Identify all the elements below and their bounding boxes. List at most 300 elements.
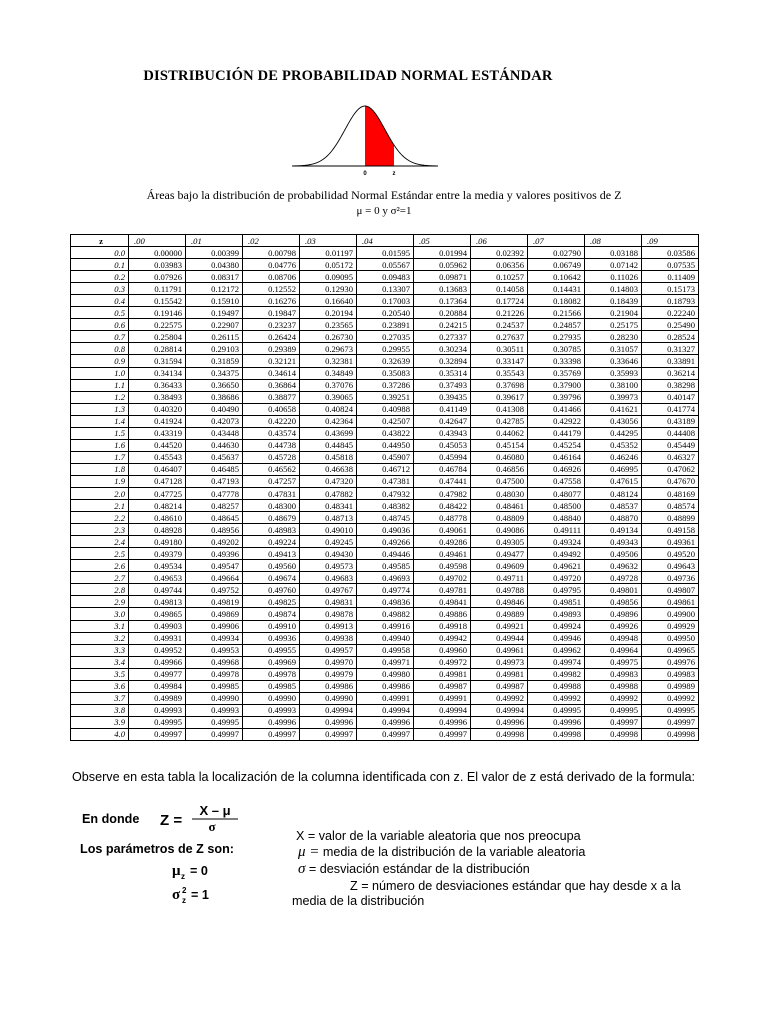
probability-cell: 0.34614 (243, 367, 300, 379)
probability-cell: 0.46638 (300, 463, 357, 475)
table-row (71, 596, 699, 608)
column-header: .02 (243, 235, 300, 247)
probability-cell: 0.35543 (471, 367, 528, 379)
probability-cell: 0.49942 (414, 632, 471, 644)
probability-cell: 0.49158 (642, 524, 699, 536)
probability-cell: 0.26730 (300, 331, 357, 343)
probability-cell: 0.09095 (300, 271, 357, 283)
probability-cell: 0.28814 (129, 343, 186, 355)
probability-cell: 0.48574 (642, 500, 699, 512)
distribution-params: μ = 0 y σ²=1 (356, 205, 412, 217)
table-row (71, 608, 699, 620)
probability-cell: 0.19847 (243, 307, 300, 319)
z-value-cell: 1.6 (71, 439, 129, 451)
probability-cell: 0.44845 (300, 439, 357, 451)
z-value-cell: 3.3 (71, 644, 129, 656)
probability-cell: 0.05172 (300, 259, 357, 271)
probability-cell: 0.04380 (186, 259, 243, 271)
probability-cell: 0.49788 (471, 584, 528, 596)
definition-x: X = valor de la variable aleatoria que nos preocupa (296, 829, 581, 843)
probability-cell: 0.49774 (357, 584, 414, 596)
probability-cell: 0.47320 (300, 475, 357, 487)
probability-cell: 0.49996 (414, 716, 471, 728)
probability-cell: 0.49969 (243, 656, 300, 668)
probability-cell: 0.43448 (186, 427, 243, 439)
probability-cell: 0.49985 (243, 680, 300, 692)
formula-denominator: σ (208, 819, 216, 834)
probability-cell: 0.49926 (585, 620, 642, 632)
probability-cell: 0.49976 (642, 656, 699, 668)
probability-cell: 0.48077 (528, 487, 585, 499)
probability-cell: 0.35314 (414, 367, 471, 379)
probability-cell: 0.49836 (357, 596, 414, 608)
probability-cell: 0.49882 (357, 608, 414, 620)
probability-cell: 0.31594 (129, 355, 186, 367)
probability-cell: 0.48713 (300, 512, 357, 524)
probability-cell: 0.33891 (642, 355, 699, 367)
z-value-cell: 0.5 (71, 307, 129, 319)
probability-cell: 0.46407 (129, 463, 186, 475)
probability-cell: 0.12172 (186, 283, 243, 295)
probability-cell: 0.15910 (186, 295, 243, 307)
probability-cell: 0.39973 (585, 391, 642, 403)
probability-cell: 0.49396 (186, 548, 243, 560)
probability-cell: 0.49674 (243, 572, 300, 584)
probability-cell: 0.00399 (186, 247, 243, 259)
probability-cell: 0.48899 (642, 512, 699, 524)
probability-cell: 0.49936 (243, 632, 300, 644)
z-value-cell: 0.4 (71, 295, 129, 307)
probability-cell: 0.18439 (585, 295, 642, 307)
z-value-cell: 1.0 (71, 367, 129, 379)
probability-cell: 0.39251 (357, 391, 414, 403)
table-row (71, 716, 699, 728)
probability-cell: 0.49992 (471, 692, 528, 704)
probability-cell: 0.48645 (186, 512, 243, 524)
probability-cell: 0.49996 (528, 716, 585, 728)
probability-cell: 0.04776 (243, 259, 300, 271)
table-row (71, 247, 699, 259)
probability-cell: 0.49991 (414, 692, 471, 704)
z-value-cell: 1.8 (71, 463, 129, 475)
probability-cell: 0.49982 (528, 668, 585, 680)
probability-cell: 0.49974 (528, 656, 585, 668)
probability-cell: 0.49993 (243, 704, 300, 716)
probability-cell: 0.07142 (585, 259, 642, 271)
probability-cell: 0.49202 (186, 536, 243, 548)
probability-cell: 0.45352 (585, 439, 642, 451)
probability-cell: 0.46080 (471, 451, 528, 463)
table-row (71, 500, 699, 512)
probability-cell: 0.09483 (357, 271, 414, 283)
probability-cell: 0.49964 (585, 644, 642, 656)
probability-cell: 0.49961 (471, 644, 528, 656)
probability-cell: 0.45637 (186, 451, 243, 463)
probability-cell: 0.49994 (414, 704, 471, 716)
probability-cell: 0.32639 (357, 355, 414, 367)
probability-cell: 0.45818 (300, 451, 357, 463)
probability-cell: 0.39435 (414, 391, 471, 403)
probability-cell: 0.30785 (528, 343, 585, 355)
probability-cell: 0.32894 (414, 355, 471, 367)
probability-cell: 0.48537 (585, 500, 642, 512)
table-row (71, 391, 699, 403)
column-header: .01 (186, 235, 243, 247)
probability-cell: 0.48809 (471, 512, 528, 524)
table-row (71, 295, 699, 307)
probability-cell: 0.41621 (585, 403, 642, 415)
probability-cell: 0.49981 (471, 668, 528, 680)
probability-cell: 0.49983 (585, 668, 642, 680)
probability-cell: 0.14058 (471, 283, 528, 295)
probability-cell: 0.47128 (129, 475, 186, 487)
probability-cell: 0.49720 (528, 572, 585, 584)
probability-cell: 0.32381 (300, 355, 357, 367)
probability-cell: 0.49560 (243, 560, 300, 572)
probability-cell: 0.49997 (300, 728, 357, 740)
probability-cell: 0.32121 (243, 355, 300, 367)
probability-cell: 0.43056 (585, 415, 642, 427)
probability-cell: 0.38686 (186, 391, 243, 403)
probability-cell: 0.49781 (414, 584, 471, 596)
probability-cell: 0.49889 (471, 608, 528, 620)
probability-cell: 0.01595 (357, 247, 414, 259)
probability-cell: 0.21226 (471, 307, 528, 319)
probability-cell: 0.46856 (471, 463, 528, 475)
probability-cell: 0.42220 (243, 415, 300, 427)
probability-cell: 0.45154 (471, 439, 528, 451)
probability-cell: 0.22907 (186, 319, 243, 331)
table-row (71, 512, 699, 524)
probability-cell: 0.49980 (357, 668, 414, 680)
probability-cell: 0.48500 (528, 500, 585, 512)
mu-symbol: μ (172, 863, 181, 879)
probability-cell: 0.49861 (642, 596, 699, 608)
probability-cell: 0.41149 (414, 403, 471, 415)
probability-cell: 0.25804 (129, 331, 186, 343)
probability-cell: 0.48983 (243, 524, 300, 536)
probability-cell: 0.45907 (357, 451, 414, 463)
probability-cell: 0.49997 (642, 716, 699, 728)
probability-cell: 0.40320 (129, 403, 186, 415)
probability-cell: 0.49224 (243, 536, 300, 548)
probability-cell: 0.49946 (528, 632, 585, 644)
probability-cell: 0.49985 (186, 680, 243, 692)
probability-cell: 0.44738 (243, 439, 300, 451)
probability-cell: 0.49305 (471, 536, 528, 548)
probability-cell: 0.37076 (300, 379, 357, 391)
probability-cell: 0.48840 (528, 512, 585, 524)
table-row (71, 319, 699, 331)
probability-cell: 0.48679 (243, 512, 300, 524)
probability-cell: 0.44408 (642, 427, 699, 439)
table-row (71, 692, 699, 704)
table-row (71, 367, 699, 379)
probability-cell: 0.49921 (471, 620, 528, 632)
probability-cell: 0.43189 (642, 415, 699, 427)
table-row (71, 463, 699, 475)
probability-cell: 0.35769 (528, 367, 585, 379)
probability-cell: 0.49906 (186, 620, 243, 632)
page-title (0, 68, 768, 85)
table-row (71, 451, 699, 463)
probability-cell: 0.06356 (471, 259, 528, 271)
z-value-cell: 1.7 (71, 451, 129, 463)
z-value-cell: 2.0 (71, 487, 129, 499)
probability-cell: 0.43699 (300, 427, 357, 439)
z-value-cell: 3.6 (71, 680, 129, 692)
z-value-cell: 3.0 (71, 608, 129, 620)
probability-cell: 0.05567 (357, 259, 414, 271)
probability-cell: 0.42922 (528, 415, 585, 427)
table-row (71, 584, 699, 596)
probability-cell: 0.49896 (585, 608, 642, 620)
probability-cell: 0.48169 (642, 487, 699, 499)
probability-cell: 0.31057 (585, 343, 642, 355)
probability-cell: 0.49324 (528, 536, 585, 548)
probability-cell: 0.46784 (414, 463, 471, 475)
normal-curve-figure (290, 96, 440, 178)
probability-cell: 0.29955 (357, 343, 414, 355)
probability-cell: 0.44950 (357, 439, 414, 451)
probability-cell: 0.49585 (357, 560, 414, 572)
table-row (71, 403, 699, 415)
table-subtitle: Áreas bajo la distribución de probabilidad Normal Estándar entre la media y valores positivos de Z (146, 188, 622, 202)
probability-cell: 0.27035 (357, 331, 414, 343)
probability-cell: 0.49931 (129, 632, 186, 644)
probability-cell: 0.11791 (129, 283, 186, 295)
sigma-z-equation (170, 884, 260, 906)
probability-cell: 0.44295 (585, 427, 642, 439)
column-header: .07 (528, 235, 585, 247)
probability-cell: 0.41774 (642, 403, 699, 415)
probability-cell: 0.49957 (300, 644, 357, 656)
probability-cell: 0.01197 (300, 247, 357, 259)
probability-cell: 0.17364 (414, 295, 471, 307)
probability-cell: 0.34375 (186, 367, 243, 379)
probability-cell: 0.42507 (357, 415, 414, 427)
probability-cell: 0.49990 (243, 692, 300, 704)
probability-cell: 0.03188 (585, 247, 642, 259)
probability-cell: 0.47381 (357, 475, 414, 487)
probability-cell: 0.47670 (642, 475, 699, 487)
z-value-cell: 0.6 (71, 319, 129, 331)
z-value-cell: 2.4 (71, 536, 129, 548)
probability-cell: 0.38298 (642, 379, 699, 391)
probability-cell: 0.21904 (585, 307, 642, 319)
probability-cell: 0.12552 (243, 283, 300, 295)
probability-cell: 0.43822 (357, 427, 414, 439)
probability-cell: 0.20540 (357, 307, 414, 319)
probability-cell: 0.00798 (243, 247, 300, 259)
probability-cell: 0.49664 (186, 572, 243, 584)
probability-cell: 0.48341 (300, 500, 357, 512)
probability-cell: 0.49744 (129, 584, 186, 596)
probability-cell: 0.43574 (243, 427, 300, 439)
probability-cell: 0.49492 (528, 548, 585, 560)
probability-cell: 0.28524 (642, 331, 699, 343)
probability-cell: 0.47725 (129, 487, 186, 499)
probability-cell: 0.49245 (300, 536, 357, 548)
probability-cell: 0.16276 (243, 295, 300, 307)
probability-cell: 0.49996 (471, 716, 528, 728)
probability-cell: 0.49989 (642, 680, 699, 692)
table-row (71, 259, 699, 271)
probability-cell: 0.48300 (243, 500, 300, 512)
probability-cell: 0.49997 (585, 716, 642, 728)
probability-cell: 0.49343 (585, 536, 642, 548)
mu-subscript: z (181, 872, 185, 881)
probability-cell: 0.33147 (471, 355, 528, 367)
probability-cell: 0.19146 (129, 307, 186, 319)
probability-cell: 0.37900 (528, 379, 585, 391)
probability-cell: 0.49989 (129, 692, 186, 704)
probability-cell: 0.18793 (642, 295, 699, 307)
probability-cell: 0.45053 (414, 439, 471, 451)
probability-cell: 0.49520 (642, 548, 699, 560)
probability-cell: 0.08317 (186, 271, 243, 283)
probability-cell: 0.49819 (186, 596, 243, 608)
z-value-cell: 0.0 (71, 247, 129, 259)
probability-cell: 0.49978 (243, 668, 300, 680)
definition-z: Z = número de desviaciones estándar que hay desde x a la media de la distribución (292, 879, 681, 908)
probability-cell: 0.49987 (471, 680, 528, 692)
probability-cell: 0.46926 (528, 463, 585, 475)
probability-cell: 0.45994 (414, 451, 471, 463)
probability-cell: 0.49903 (129, 620, 186, 632)
probability-cell: 0.47882 (300, 487, 357, 499)
probability-cell: 0.49996 (357, 716, 414, 728)
z-value-cell: 2.2 (71, 512, 129, 524)
probability-cell: 0.45449 (642, 439, 699, 451)
column-header: .03 (300, 235, 357, 247)
probability-cell: 0.41308 (471, 403, 528, 415)
probability-cell: 0.34849 (300, 367, 357, 379)
probability-cell: 0.49111 (528, 524, 585, 536)
sigma-superscript: 2 (182, 886, 187, 895)
probability-cell: 0.39796 (528, 391, 585, 403)
probability-cell: 0.49831 (300, 596, 357, 608)
probability-cell: 0.49975 (585, 656, 642, 668)
probability-cell: 0.45254 (528, 439, 585, 451)
probability-cell: 0.49992 (642, 692, 699, 704)
probability-cell: 0.11026 (585, 271, 642, 283)
probability-cell: 0.17724 (471, 295, 528, 307)
definition-sigma-text: = desviación estándar de la distribución (308, 862, 530, 876)
probability-cell: 0.30234 (414, 343, 471, 355)
page-title-text: DISTRIBUCIÓN DE PROBABILIDAD NORMAL ESTÁNDAR (143, 68, 553, 84)
probability-cell: 0.23237 (243, 319, 300, 331)
probability-cell: 0.49846 (471, 596, 528, 608)
probability-cell: 0.49995 (186, 716, 243, 728)
probability-cell: 0.12930 (300, 283, 357, 295)
probability-cell: 0.49965 (642, 644, 699, 656)
probability-cell: 0.34134 (129, 367, 186, 379)
z-value-cell: 3.4 (71, 656, 129, 668)
probability-cell: 0.22575 (129, 319, 186, 331)
z-value-cell: 2.7 (71, 572, 129, 584)
column-header: .08 (585, 235, 642, 247)
table-row (71, 355, 699, 367)
table-row (71, 656, 699, 668)
probability-cell: 0.49702 (414, 572, 471, 584)
probability-cell: 0.15542 (129, 295, 186, 307)
probability-cell: 0.45728 (243, 451, 300, 463)
z-value-cell: 1.4 (71, 415, 129, 427)
table-row (71, 524, 699, 536)
probability-cell: 0.47062 (642, 463, 699, 475)
probability-cell: 0.46246 (585, 451, 642, 463)
probability-cell: 0.09871 (414, 271, 471, 283)
sigma-subscript: z (182, 896, 186, 905)
probability-cell: 0.49924 (528, 620, 585, 632)
probability-cell: 0.43943 (414, 427, 471, 439)
probability-cell: 0.07926 (129, 271, 186, 283)
probability-cell: 0.42785 (471, 415, 528, 427)
probability-cell: 0.49134 (585, 524, 642, 536)
probability-cell: 0.37286 (357, 379, 414, 391)
probability-cell: 0.49430 (300, 548, 357, 560)
probability-cell: 0.38877 (243, 391, 300, 403)
probability-cell: 0.49995 (129, 716, 186, 728)
probability-cell: 0.30511 (471, 343, 528, 355)
probability-cell: 0.49984 (129, 680, 186, 692)
curve-label-z: z (392, 171, 396, 177)
probability-cell: 0.49996 (300, 716, 357, 728)
probability-cell: 0.49997 (186, 728, 243, 740)
z-value-cell: 3.1 (71, 620, 129, 632)
column-header: .05 (414, 235, 471, 247)
probability-cell: 0.49990 (300, 692, 357, 704)
z-value-cell: 2.9 (71, 596, 129, 608)
probability-cell: 0.49286 (414, 536, 471, 548)
table-row (71, 415, 699, 427)
probability-cell: 0.36864 (243, 379, 300, 391)
probability-cell: 0.45543 (129, 451, 186, 463)
probability-cell: 0.49997 (357, 728, 414, 740)
probability-cell: 0.41924 (129, 415, 186, 427)
probability-cell: 0.49960 (414, 644, 471, 656)
column-header: .04 (357, 235, 414, 247)
probability-cell: 0.49446 (357, 548, 414, 560)
probability-cell: 0.25490 (642, 319, 699, 331)
probability-cell: 0.48124 (585, 487, 642, 499)
probability-cell: 0.48928 (129, 524, 186, 536)
probability-cell: 0.46995 (585, 463, 642, 475)
table-row (71, 632, 699, 644)
probability-cell: 0.40824 (300, 403, 357, 415)
z-value-cell: 3.9 (71, 716, 129, 728)
probability-cell: 0.49997 (129, 728, 186, 740)
probability-cell: 0.49643 (642, 560, 699, 572)
probability-cell: 0.42364 (300, 415, 357, 427)
probability-cell: 0.11409 (642, 271, 699, 283)
probability-cell: 0.03586 (642, 247, 699, 259)
column-header: .06 (471, 235, 528, 247)
column-header: .00 (129, 235, 186, 247)
probability-cell: 0.25175 (585, 319, 642, 331)
probability-cell: 0.13307 (357, 283, 414, 295)
probability-cell: 0.49978 (186, 668, 243, 680)
probability-cell: 0.48461 (471, 500, 528, 512)
probability-cell: 0.49036 (357, 524, 414, 536)
mu-z-equation (170, 860, 260, 882)
probability-cell: 0.05962 (414, 259, 471, 271)
z-value-cell: 0.9 (71, 355, 129, 367)
probability-cell: 0.49795 (528, 584, 585, 596)
probability-cell: 0.49970 (300, 656, 357, 668)
probability-cell: 0.47257 (243, 475, 300, 487)
